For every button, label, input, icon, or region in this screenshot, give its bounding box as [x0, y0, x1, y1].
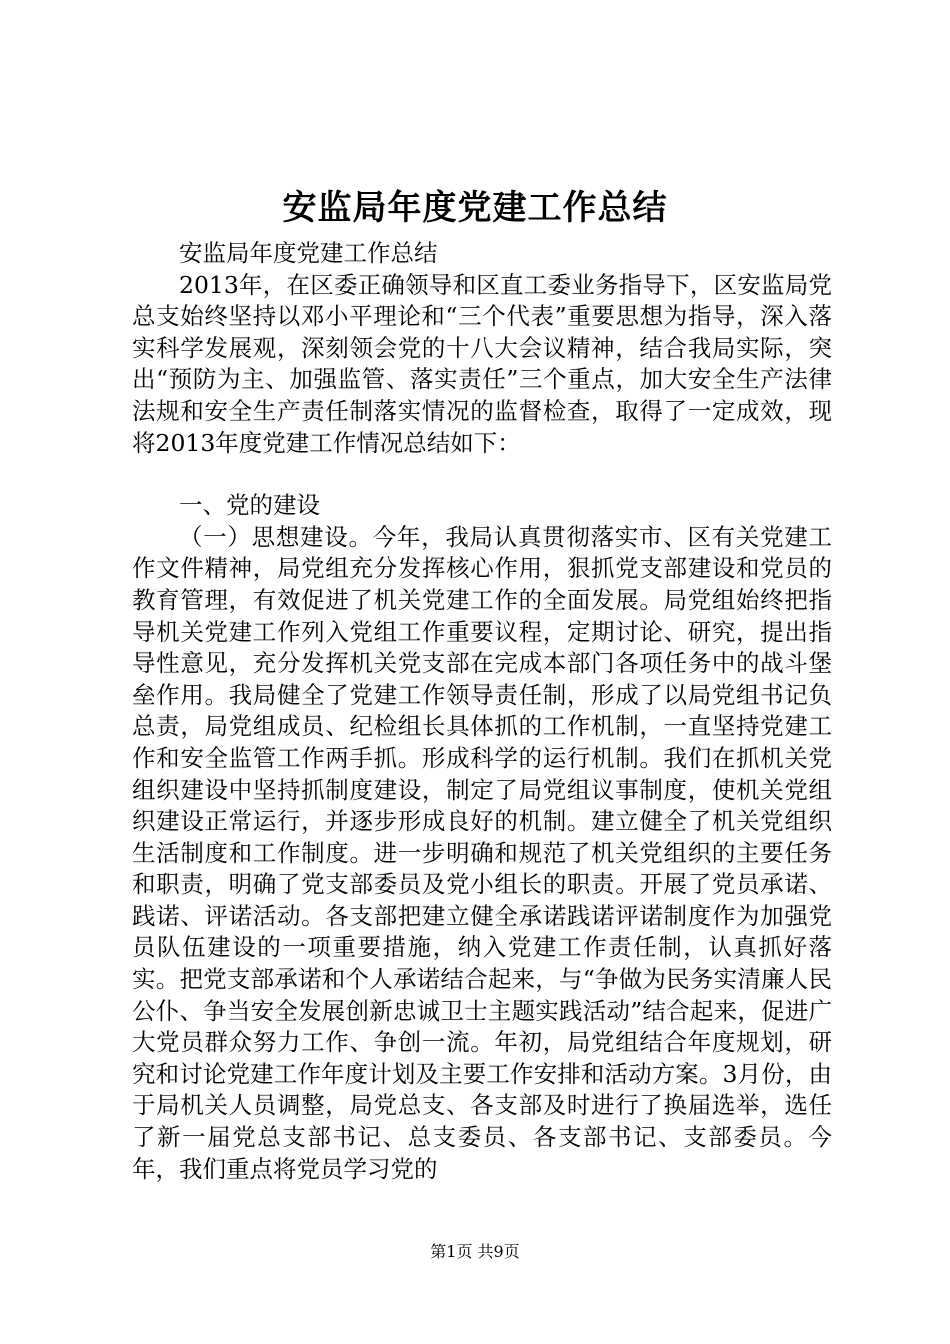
page-number-footer: 第1页 共9页: [430, 1242, 520, 1261]
subtitle-paragraph: 安监局年度党建工作总结: [179, 239, 438, 267]
paragraph-spacer: [132, 459, 832, 490]
section-heading: 一、党的建设: [179, 491, 320, 520]
document-body: [132, 238, 832, 1185]
document-title: 安监局年度党建工作总结: [282, 188, 668, 228]
intro-paragraph: 2013年，在区委正确领导和区直工委业务指导下，区安监局党总支始终坚持以邓小平理论和“三个代表”重要思想为指导，深入落实科学发展观，深刻领会党的十八大会议精神，结合我局实际，突出“预防为主、加强监管、落实责任”三个重点，加大安全生产法律法规和安全生产责任制落实情况的监督检查，取得了一定成效，现将2013年度党建工作情况总结如下：: [132, 270, 832, 457]
section-paragraph: （一）思想建设。今年，我局认真贯彻落实市、区有关党建工作文件精神，局党组充分发挥核心作用，狠抓党支部建设和党员的教育管理，有效促进了机关党建工作的全面发展。局党组始终把指导机关党建工作列入党组工作重要议程，定期讨论、研究，提出指导性意见，充分发挥机关党支部在完成本部门各项任务中的战斗堡垒作用。我局健全了党建工作领导责任制，形成了以局党组书记负总责，局党组成员、纪检组长具体抓的工作机制，一直坚持党建工作和安全监管工作两手抓。形成科学的运行机制。我们在抓机关党组织建设中坚持抓制度建设，制定了局党组议事制度，使机关党组织建设正常运行，并逐步形成良好的机制。建立健全了机关党组织生活制度和工作制度。进一步明确和规范了机关党组织的主要任务和职责，明确了党支部委员及党小组长的职责。开展了党员承诺、践诺、评诺活动。各支部把建立健全承诺践诺评诺制度作为加强党员队伍建设的一项重要措施，纳入党建工作责任制，认真抓好落实。把党支部承诺和个人承诺结合起来，与“争做为民务实清廉人民公仆、争当安全发展创新忠诚卫士主题实践活动”结合起来，促进广大党员群众努力工作、争创一流。年初，局党组结合年度规划，研究和讨论党建工作年度计划及主要工作安排和活动方案。3月份，由于局机关人员调整，局党总支、各支部及时进行了换届选举，选任了新一届党总支部书记、总支委员、各支部书记、支部委员。今年，我们重点将党员学习党的: [132, 522, 832, 1183]
